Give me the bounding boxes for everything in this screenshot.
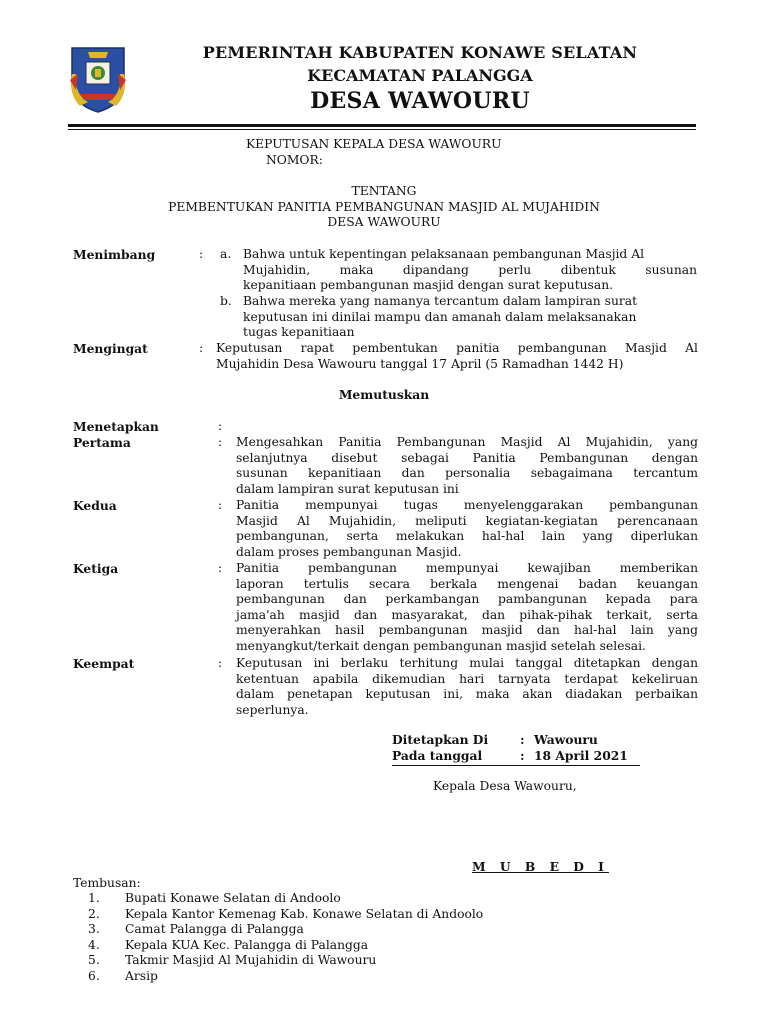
- menetapkan-colon: :: [218, 419, 223, 433]
- tanggal-label: Pada tanggal: [392, 748, 483, 763]
- regency-emblem-logo: [66, 44, 130, 114]
- pertama-label: Pertama: [73, 435, 131, 450]
- ketiga-line-5: menyerahkan hasil pembangunan masjid dan hal-hal lain yang: [236, 623, 698, 638]
- mengingat-label: Mengingat: [73, 341, 148, 356]
- list-item: [88, 969, 483, 985]
- mengingat-line-1: Keputusan rapat pembentukan panitia pembangunan Masjid Al: [216, 341, 698, 355]
- keempat-line-4: seperlunya.: [236, 702, 309, 717]
- pertama-line-3: susunan kepanitiaan dan personalia sebagaimana tercantum: [236, 466, 698, 481]
- ketiga-colon: :: [218, 561, 223, 575]
- ketiga-label: Ketiga: [73, 561, 119, 576]
- cc-number: 2.: [88, 906, 100, 921]
- tanggal-colon: :: [520, 748, 525, 763]
- menimbang-b-line-2: keputusan ini dinilai mampu dan amanah dalam melaksanakan: [243, 309, 637, 324]
- list-item: [88, 907, 483, 923]
- menimbang-a-text: [243, 247, 697, 294]
- pertama-colon: :: [218, 435, 223, 449]
- menimbang-b-marker: b.: [220, 294, 232, 308]
- cc-number: 3.: [88, 922, 100, 937]
- letterhead-divider-thin: [68, 129, 696, 130]
- carbon-copy-list: [88, 891, 483, 985]
- ditetapkan-label: Ditetapkan Di: [392, 732, 489, 747]
- pertama-text: [236, 435, 698, 497]
- decree-title: KEPUTUSAN KEPALA DESA WAWOURU: [246, 137, 502, 151]
- mengingat-line-2: Mujahidin Desa Wawouru tanggal 17 April (5 Ramadhan 1442 H): [216, 356, 624, 371]
- menimbang-a-line-3: kepanitiaan pembangunan masjid dengan surat keputusan.: [243, 278, 614, 293]
- carbon-copy-label: Tembusan:: [73, 876, 141, 890]
- cc-recipient: Kepala Kantor Kemenag Kab. Konawe Selatan di Andoolo: [125, 906, 484, 921]
- ketiga-line-3: pembangunan dan perkambangan pambangunan kepada para: [236, 592, 698, 607]
- menimbang-a-line-1: Bahwa untuk kepentingan pelaksanaan pembangunan Masjid Al: [243, 247, 645, 261]
- menimbang-a-marker: a.: [220, 247, 232, 261]
- cc-number: 6.: [88, 968, 100, 983]
- tanggal-value: 18 April 2021: [534, 748, 628, 763]
- menetapkan-label: Menetapkan: [73, 419, 159, 434]
- cc-recipient: Bupati Konawe Selatan di Andoolo: [125, 891, 341, 905]
- tanggal-row: [392, 748, 640, 766]
- mengingat-colon: :: [199, 341, 204, 355]
- letterhead-line-district: KECAMATAN PALANGGA: [307, 66, 533, 85]
- kedua-line-4: dalam proses pembangunan Masjid.: [236, 544, 462, 559]
- cc-recipient: Camat Palangga di Palangga: [125, 922, 304, 937]
- signature-place-date: [392, 732, 640, 766]
- menimbang-b-text: [243, 294, 697, 341]
- list-item: [88, 953, 483, 969]
- list-item: [88, 938, 483, 954]
- kedua-line-1: Panitia mempunyai tugas menyelenggarakan pembangunan: [236, 498, 698, 512]
- letterhead-divider-thick: [68, 124, 696, 127]
- kedua-line-2: Masjid Al Mujahidin, meliputi kegiatan-kegiatan perencanaan: [236, 513, 698, 528]
- kedua-text: [236, 498, 698, 560]
- kedua-label: Kedua: [73, 498, 117, 513]
- keempat-label: Keempat: [73, 656, 135, 671]
- decree-number-label: NOMOR:: [266, 153, 323, 167]
- cc-recipient: Kepala KUA Kec. Palangga di Palangga: [125, 937, 369, 952]
- keempat-colon: :: [218, 656, 223, 670]
- pertama-line-4: dalam lampiran surat keputusan ini: [236, 481, 459, 496]
- cc-number: 5.: [88, 953, 100, 968]
- ditetapkan-value: Wawouru: [534, 732, 598, 747]
- list-item: [88, 891, 483, 907]
- ditetapkan-row: [392, 732, 640, 748]
- memutuskan-heading: Memutuskan: [338, 387, 430, 402]
- ketiga-line-4: jama'ah masjid dan masyarakat, dan pihak-pihak terkait, serta: [236, 607, 698, 622]
- signatory-name: M U B E D I: [472, 859, 609, 874]
- cc-number: 4.: [88, 937, 100, 952]
- decree-about-heading: TENTANG: [351, 184, 417, 198]
- menimbang-b-line-1: Bahwa mereka yang namanya tercantum dalam lampiran surat: [243, 294, 638, 308]
- kedua-colon: :: [218, 498, 223, 512]
- kedua-line-3: pembangunan, serta melakukan hal-hal lain yang diperlukan: [236, 529, 698, 544]
- ketiga-line-2: laporan tertulis secara berkala mengenai badan keuangan: [236, 576, 698, 591]
- menimbang-a-line-2: [243, 263, 697, 279]
- menimbang-b-line-3: tugas kepanitiaan: [243, 325, 355, 340]
- ketiga-line-1: Panitia pembangunan mempunyai kewajiban memberikan: [236, 561, 698, 575]
- decree-subject-line-1: PEMBENTUKAN PANITIA PEMBANGUNAN MASJID AL MUJAHIDIN: [168, 200, 600, 214]
- pertama-line-1: Mengesahkan Panitia Pembangunan Masjid Al Mujahidin, yang: [236, 435, 698, 449]
- keempat-line-3: dalam penetapan keputusan ini, maka akan diadakan perbaikan: [236, 687, 698, 702]
- keempat-line-1: Keputusan ini berlaku terhitung mulai tanggal ditetapkan dengan: [236, 656, 698, 670]
- ketiga-text: [236, 561, 698, 655]
- letterhead-line-regency: PEMERINTAH KABUPATEN KONAWE SELATAN: [202, 43, 638, 62]
- decree-subject-line-2: DESA WAWOURU: [327, 215, 441, 229]
- keempat-text: [236, 656, 698, 718]
- keempat-line-2: ketentuan apabila dikemudian hari tarnyata terdapat kekeliruan: [236, 671, 698, 686]
- list-item: [88, 922, 483, 938]
- ketiga-line-6: menyangkut/terkait dengan pembangunan masjid setelah selesai.: [236, 638, 646, 653]
- cc-number: 1.: [88, 891, 100, 905]
- cc-recipient: Arsip: [125, 968, 158, 983]
- ditetapkan-colon: :: [520, 732, 525, 747]
- cc-recipient: Takmir Masjid Al Mujahidin di Wawouru: [125, 953, 377, 968]
- menimbang-label: Menimbang: [73, 247, 156, 262]
- menimbang-colon: :: [199, 247, 204, 261]
- signatory-position: Kepala Desa Wawouru,: [433, 779, 577, 793]
- letterhead-line-village: DESA WAWOURU: [310, 88, 530, 114]
- menimbang-a-line-2-text: Mujahidin, maka dipandang perlu dibentuk susunan: [243, 262, 697, 277]
- mengingat-text: [216, 341, 698, 372]
- pertama-line-2: selanjutnya disebut sebagai Panitia Pembangunan dengan: [236, 450, 698, 465]
